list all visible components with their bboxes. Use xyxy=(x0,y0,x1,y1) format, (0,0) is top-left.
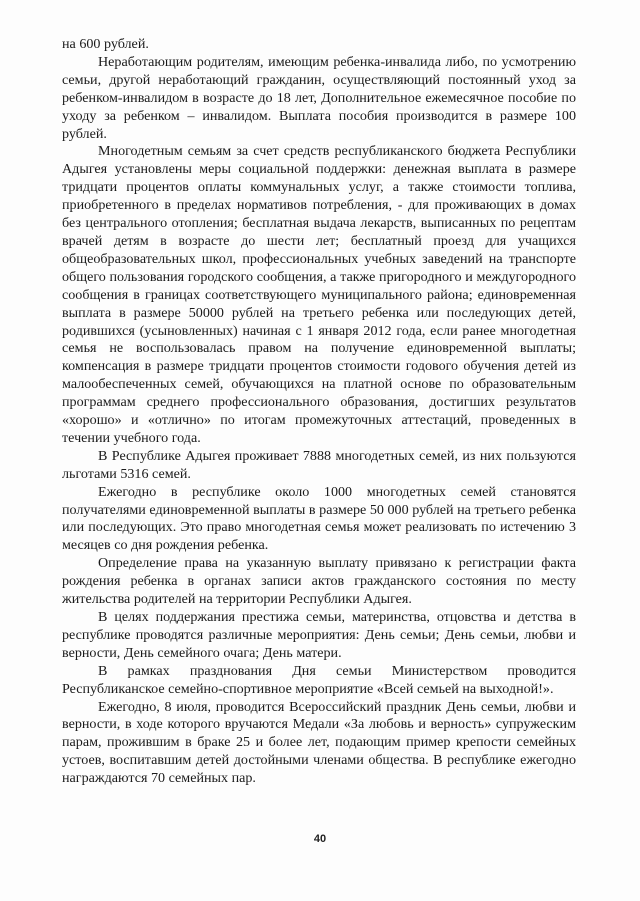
paragraph-family-day-event: В рамках празднования Дня семьи Министерством проводится Республиканское семейно-спортивное мероприятие «Всей семьей на выходной!». xyxy=(62,662,576,697)
paragraph-lump-sum-payment: Ежегодно в республике около 1000 многодетных семей становятся получателями единовременной выплаты в размере 50 000 рублей на третьего ребенка или последующих. Это право многодетная семья может реализовать по истечению 3 месяцев со дня рождения ребенка. xyxy=(62,483,576,554)
paragraph-family-prestige-events: В целях поддержания престижа семьи, материнства, отцовства и детства в республике проводятся различные мероприятия: День семьи; День семьи, любви и верности, День семейного очага; День матери. xyxy=(62,609,576,661)
paragraph-large-family-support: Многодетным семьям за счет средств республиканского бюджета Республики Адыгея установлены меры социальной поддержки: денежная выплата в размере тридцати процентов оплаты коммунальных услуг, а также стоимости топлива, приобретенного в пределах нормативов потребления, - для проживающих в домах без центрального отопления; бесплатная выдача лекарств, выписанных по рецептам врачей детям в возрасте до шести лет; бесплатный проезд для учащихся общеобразовательных школ, профессиональных учебных заведений на транспорте общего пользования городского сообщения, а также пригородного и междугородного сообщения в границах соответствующего муниципального района; единовременная выплата в размере 50000 рублей на третьего ребенка или последующих детей, родившихся (усыновленных) начиная с 1 января 2012 года, если ранее многодетная семья не воспользовалась правом на получение единовременной выплаты; компенсация в размере тридцати процентов стоимости годового обучения детей из малообеспеченных семей, обучающихся на платной основе по образовательным программам среднего профессионального образования, достигших результатов «хорошо» и «отлично» по итогам промежуточных аттестаций, проведенных в течении учебного года. xyxy=(62,143,576,446)
paragraph-large-family-count: В Республике Адыгея проживает 7888 многодетных семей, из них пользуются льготами 5316 семей. xyxy=(62,447,576,482)
document-body xyxy=(62,36,576,788)
paragraph-disabled-child-allowance: Неработающим родителям, имеющим ребенка-инвалида либо, по усмотрению семьи, другой неработающий гражданин, осуществляющий постоянный уход за ребенком-инвалидом в возрасте до 18 лет, Дополнительное ежемесячное пособие по уходу за ребенком – инвалидом. Выплата пособия производится в размере 100 рублей. xyxy=(62,53,576,142)
paragraph-payment-eligibility: Определение права на указанную выплату привязано к регистрации факта рождения ребенка в органах записи актов гражданского состояния по месту жительства родителей на территории Республики Адыгея. xyxy=(62,555,576,608)
page-number: 40 xyxy=(313,833,327,845)
paragraph-love-fidelity-day: Ежегодно, 8 июля, проводится Всероссийский праздник День семьи, любви и верности, в ходе которого вручаются Медали «За любовь и верность» супружеским парам, прожившим в браке 25 и более лет, подающим пример крепости семейных устоев, воспитавшим детей достойными членами общества. В республике ежегодно награждаются 70 семейных пар. xyxy=(62,698,576,787)
paragraph-continuation: на 600 рублей. xyxy=(62,36,149,52)
